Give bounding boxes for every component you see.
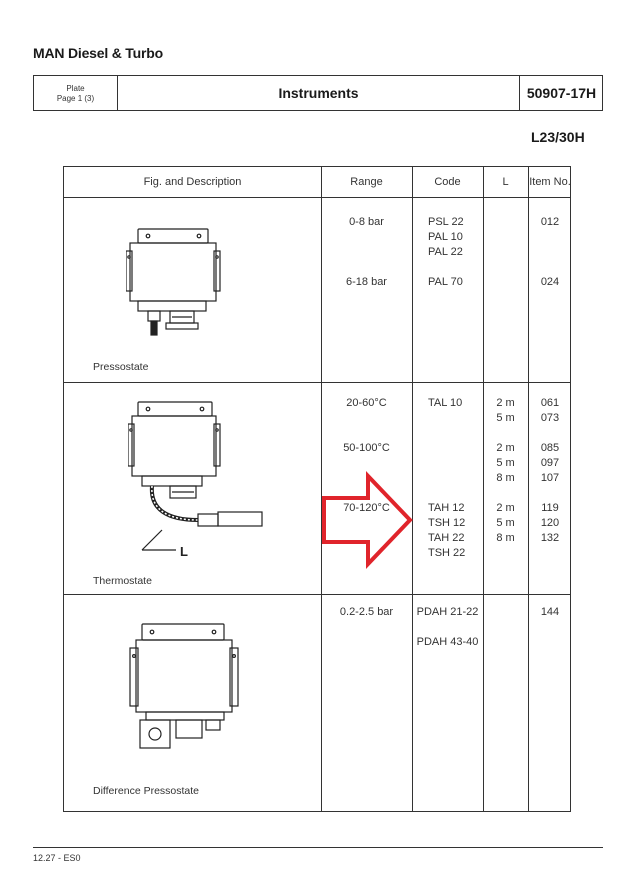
range-cell: 20-60°C 50-100°C 70-120°C: [343, 397, 390, 514]
company-name: MAN Diesel & Turbo: [33, 45, 163, 61]
column-header-item: Item No.: [529, 176, 571, 188]
footer-divider: [33, 847, 603, 848]
row-description: Pressostate: [93, 361, 149, 373]
row-divider: [64, 382, 570, 383]
column-header-code: Code: [434, 176, 461, 188]
row-divider: [64, 594, 570, 595]
difference-pressostate-illustration: [128, 622, 248, 752]
column-header-description: Fig. and Description: [143, 176, 242, 188]
column-header-range: Range: [350, 176, 383, 188]
code-cell: PDAH 21-22 PDAH 43-40: [416, 606, 479, 648]
length-cell: 2 m 5 m 2 m 5 m 8 m 2 m 5 m 8 m: [496, 397, 515, 544]
column-header-length: L: [502, 176, 509, 188]
title-block: [33, 75, 603, 111]
code-cell: TAL 10 TAH 12 TSH 12 TAH 22 TSH 22: [428, 397, 466, 559]
instruments-table: [63, 166, 571, 812]
plate-label: Plate: [66, 84, 85, 93]
item-cell: 061 073 085 097 107 119 120 132: [540, 397, 560, 544]
length-marker: L: [180, 544, 188, 559]
item-cell: 012 024: [540, 216, 560, 288]
row-divider: [64, 197, 570, 198]
footer-code: 12.27 - ES0: [33, 853, 81, 863]
code-cell: PSL 22 PAL 10 PAL 22 PAL 70: [428, 216, 464, 288]
thermostate-illustration: [128, 400, 278, 560]
document-number: 50907-17H: [519, 76, 603, 110]
document-title: Instruments: [278, 85, 359, 101]
item-cell: 144: [540, 606, 560, 618]
row-description: Difference Pressostate: [93, 785, 200, 797]
range-cell: 0-8 bar 6-18 bar: [346, 216, 387, 288]
page-label: Page 1 (3): [56, 94, 95, 103]
row-description: Thermostate: [93, 575, 152, 587]
engine-model: L23/30H: [531, 129, 585, 145]
plate-cell: [34, 76, 118, 110]
range-cell: 0.2-2.5 bar: [339, 606, 394, 618]
red-arrow-annotation-icon: [318, 470, 418, 570]
pressostate-illustration: [126, 227, 226, 339]
